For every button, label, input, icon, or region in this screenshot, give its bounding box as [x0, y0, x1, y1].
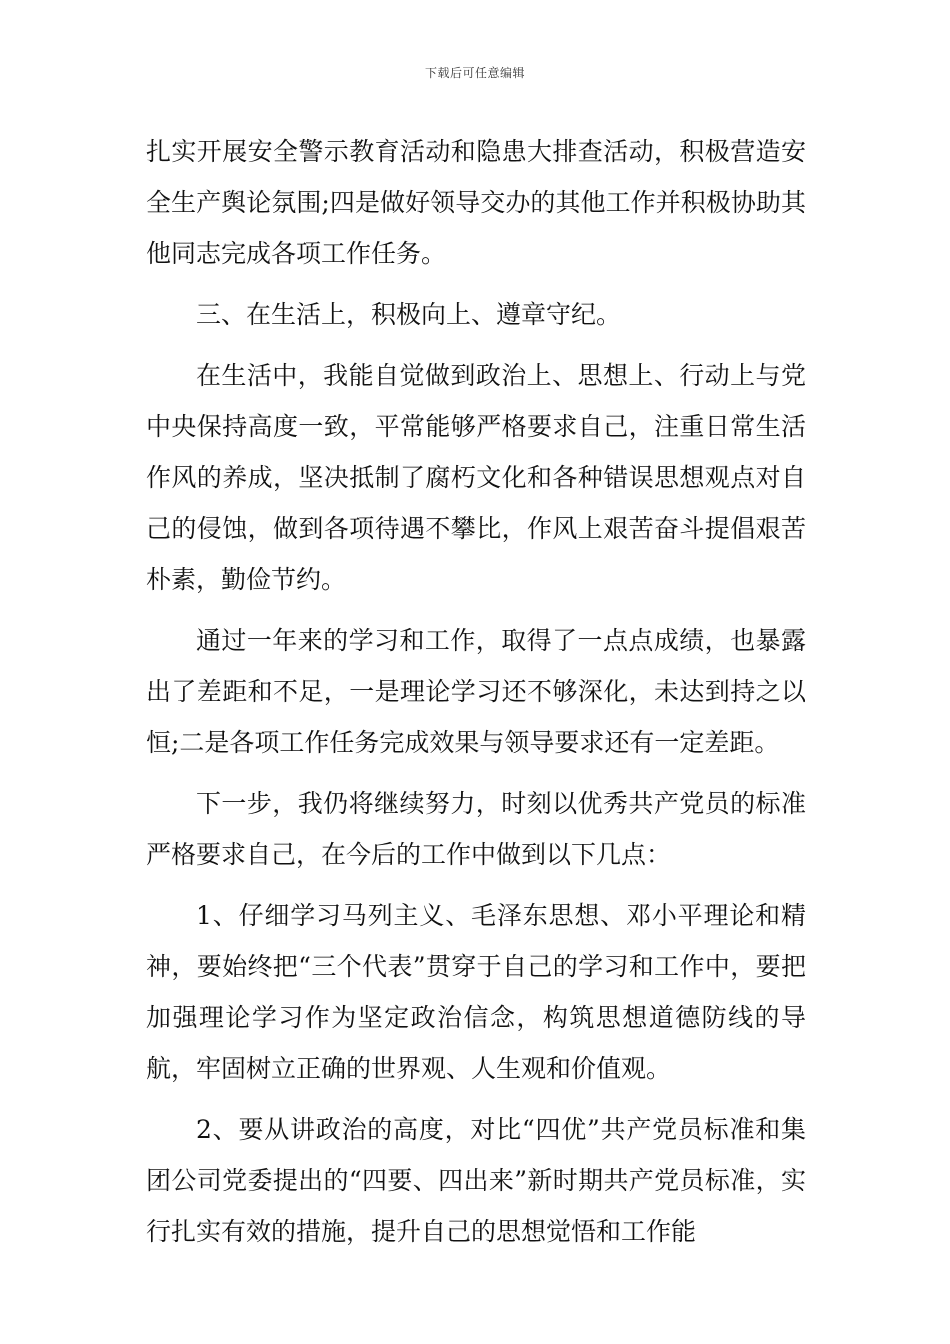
section-heading-life: 三、在生活上，积极向上、遵章守纪。 — [196, 300, 622, 329]
paragraph-continuation: 扎实开展安全警示教育活动和隐患大排查活动，积极营造安全生产舆论氛围;四是做好领导交办的其他工作并积极协助其他同志完成各项工作任务。 — [146, 137, 806, 268]
document-body — [146, 126, 806, 1267]
paragraph-life: 在生活中，我能自觉做到政治上、思想上、行动上与党中央保持高度一致，平常能够严格要求自己，注重日常生活作风的养成，坚决抵制了腐朽文化和各种错误思想观点对自己的侵蚀，做到各项待遇不攀比，作风上艰苦奋斗提倡艰苦朴素，勤俭节约。 — [146, 361, 806, 594]
page-header: 下载后可任意编辑 — [424, 66, 525, 80]
paragraph-shortcomings: 通过一年来的学习和工作，取得了一点点成绩，也暴露出了差距和不足，一是理论学习还不够深化，未达到持之以恒;二是各项工作任务完成效果与领导要求还有一定差距。 — [146, 626, 806, 757]
paragraph-next-steps: 下一步，我仍将继续努力，时刻以优秀共产党员的标准严格要求自己，在今后的工作中做到以下几点： — [146, 789, 806, 869]
list-item-2: 2、要从讲政治的高度，对比“四优”共产党员标准和集团公司党委提出的“四要、四出来”新时期共产党员标准，实行扎实有效的措施，提升自己的思想觉悟和工作能 — [146, 1115, 806, 1246]
list-item-1: 1、仔细学习马列主义、毛泽东思想、邓小平理论和精神，要始终把“三个代表”贯穿于自己的学习和工作中，要把加强理论学习作为坚定政治信念，构筑思想道德防线的导航，牢固树立正确的世界观、人生观和价值观。 — [146, 901, 806, 1083]
